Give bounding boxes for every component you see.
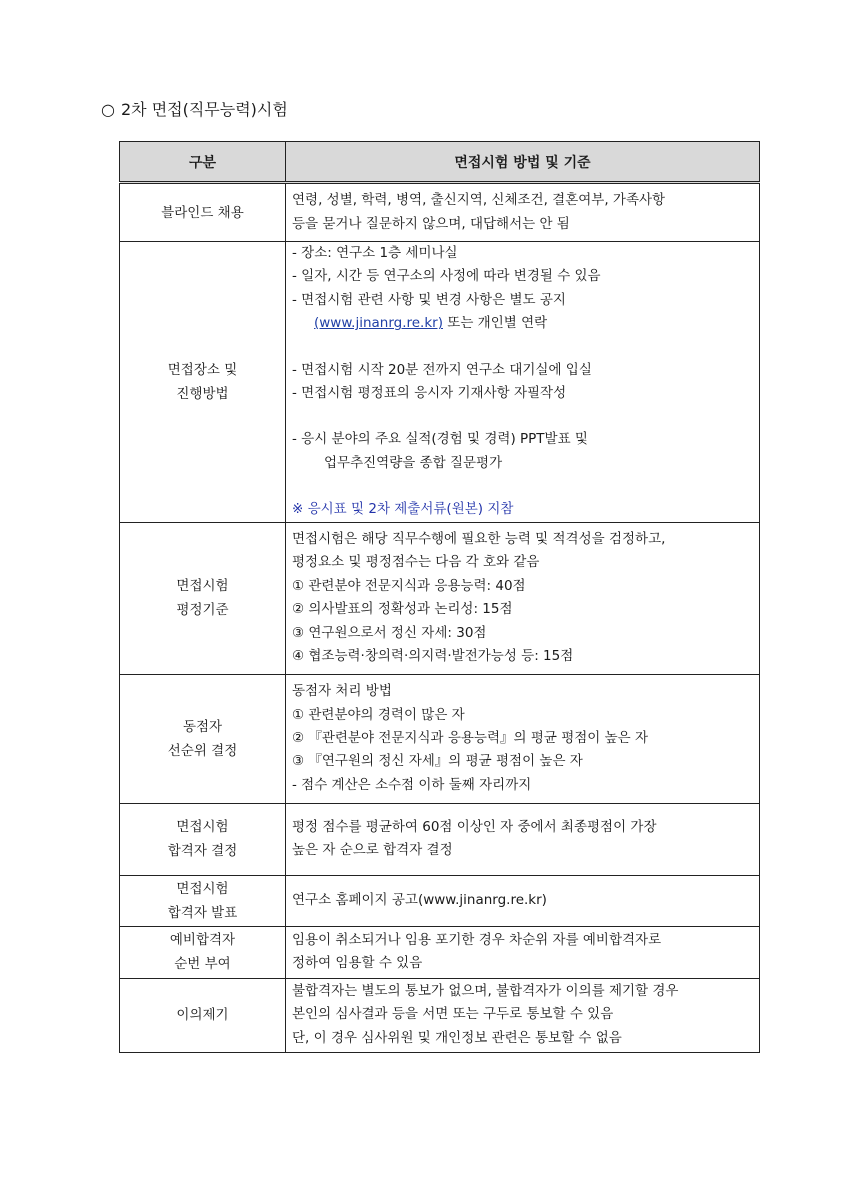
row-content-pass: 평정 점수를 평균하여 60점 이상인 자 중에서 최종평점이 가장 높은 자 순으로 합격자 결정	[286, 803, 760, 875]
row-content-appeal: 불합격자는 별도의 통보가 없으며, 불합격자가 이의를 제기할 경우 본인의 심사결과 등을 서면 또는 구두로 통보할 수 있음 단, 이 경우 심사위원 및 개인정보 관련은 통보할 수 없음	[286, 978, 760, 1052]
table-row	[120, 183, 760, 242]
row-content-criteria: 면접시험은 해당 직무수행에 필요한 능력 및 적격성을 검정하고, 평정요소 및 평정점수는 다음 각 호와 같음 ① 관련분야 전문지식과 응용능력: 40점 ② 의사발표의 정확성과 논리성: 15점 ③ 연구원으로서 정신 자세: 30점 ④ 협조능력·창의력·의지력·발전가능성 등: 15점	[286, 522, 760, 674]
table-row	[120, 875, 760, 926]
section-title	[101, 99, 288, 121]
row-label-blind: 블라인드 채용	[120, 183, 286, 242]
table-row	[120, 242, 760, 523]
row-content-blind: 연령, 성별, 학력, 병역, 출신지역, 신체조건, 결혼여부, 가족사항 등을 묻거나 질문하지 않으며, 대답해서는 안 됨	[286, 183, 760, 242]
section-title-text: 2차 면접(직무능력)시험	[120, 100, 288, 119]
circle-bullet: ○	[101, 100, 115, 119]
table-row	[120, 803, 760, 875]
row-label-announce: 면접시험 합격자 발표	[120, 875, 286, 926]
row-label-criteria: 면접시험 평정기준	[120, 522, 286, 674]
row-content-place: - 장소: 연구소 1층 세미나실 - 일자, 시간 등 연구소의 사정에 따라 변경될 수 있음 - 면접시험 관련 사항 및 변경 사항은 별도 공지 (www.jinanrg.re.kr) 또는 개인별 연락 - 면접시험 시작 20분 전까지 연구소 대기실에 입실 - 면접시험 평정표의 응시자 기재사항 자필작성 - 응시 분야의 주요 실적(경험 및 경력) PPT발표 및 업무추진역량을 종합 질문평가 ※ 응시표 및 2차 제출서류(원본) 지참	[286, 242, 760, 523]
table-row	[120, 978, 760, 1052]
header-method: 면접시험 방법 및 기준	[286, 142, 760, 183]
table-row	[120, 674, 760, 803]
table-row	[120, 926, 760, 978]
row-label-appeal: 이의제기	[120, 978, 286, 1052]
table-header-row	[120, 142, 760, 183]
row-label-tie: 동점자 선순위 결정	[120, 674, 286, 803]
row-content-tie: 동점자 처리 방법 ① 관련분야의 경력이 많은 자 ② 『관련분야 전문지식과 응용능력』의 평균 평점이 높은 자 ③ 『연구원의 정신 자세』의 평균 평점이 높은 자 - 점수 계산은 소수점 이하 둘째 자리까지	[286, 674, 760, 803]
note-text: ※ 응시표 및 2차 제출서류(원본) 지참	[292, 501, 514, 518]
row-label-place: 면접장소 및 진행방법	[120, 242, 286, 523]
row-content-announce: 연구소 홈페이지 공고(www.jinanrg.re.kr)	[286, 875, 760, 926]
header-category: 구분	[120, 142, 286, 183]
row-content-reserve: 임용이 취소되거나 임용 포기한 경우 차순위 자를 예비합격자로 정하여 임용할 수 있음	[286, 926, 760, 978]
row-label-reserve: 예비합격자 순번 부여	[120, 926, 286, 978]
homepage-link[interactable]: (www.jinanrg.re.kr)	[314, 315, 443, 332]
table-row	[120, 522, 760, 674]
interview-table	[119, 141, 760, 1053]
row-label-pass: 면접시험 합격자 결정	[120, 803, 286, 875]
